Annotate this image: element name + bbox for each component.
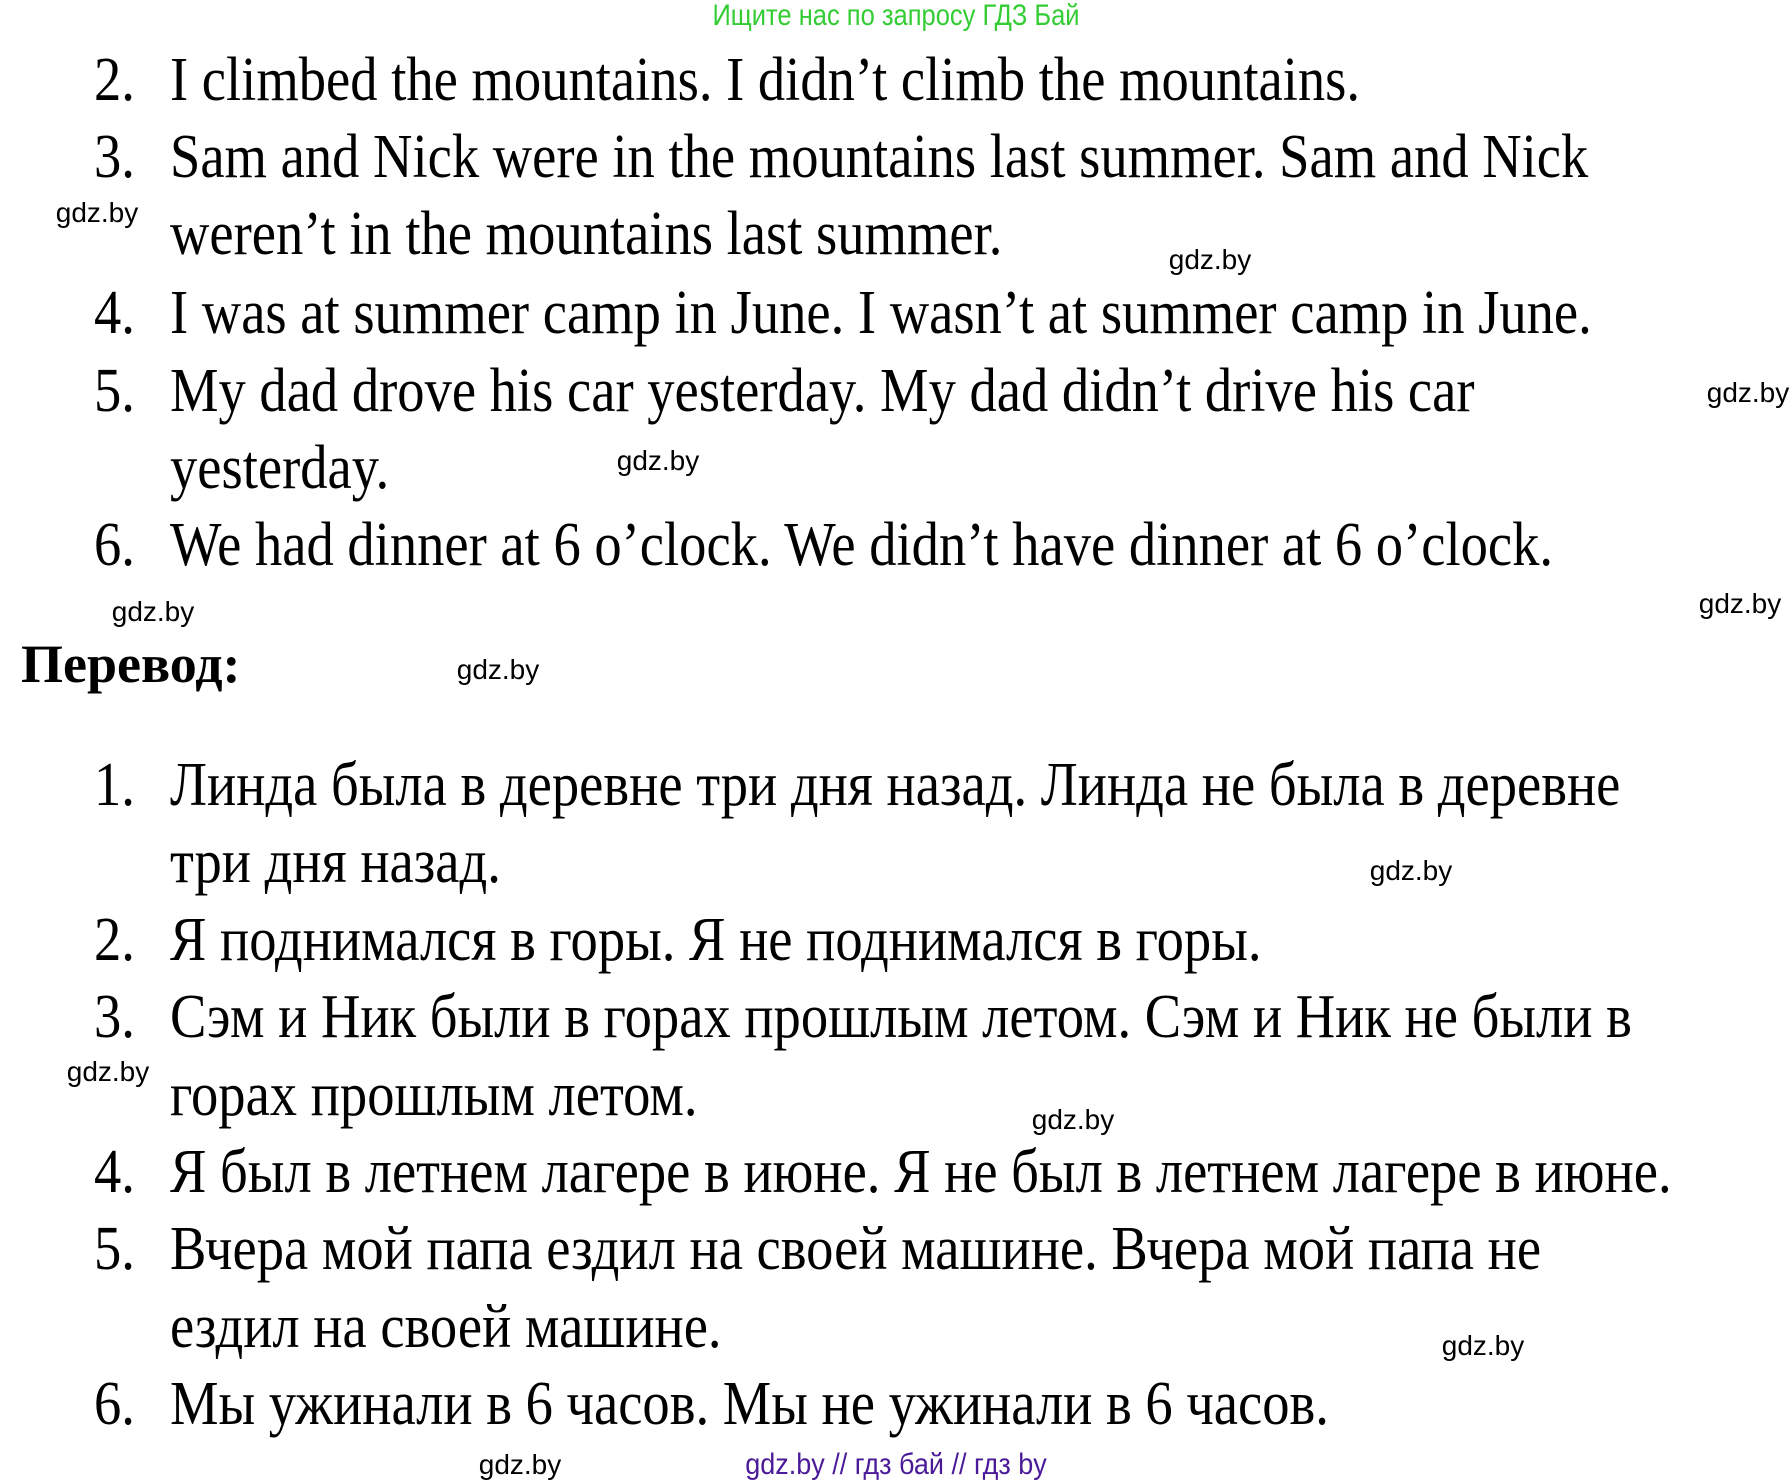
- russian-sentence-line: Мы ужинали в 6 часов. Мы не ужинали в 6 часов.: [170, 1370, 1329, 1438]
- item-number: 1.: [94, 751, 135, 819]
- english-sentence-line: I climbed the mountains. I didn’t climb the mountains.: [170, 46, 1361, 114]
- russian-sentence-line: ездил на своей машине.: [170, 1293, 722, 1361]
- gdz-watermark: gdz.by: [456, 654, 540, 685]
- english-sentence-line: I was at summer camp in June. I wasn’t at summer camp in June.: [170, 279, 1592, 347]
- english-sentence-line: Sam and Nick were in the mountains last summer. Sam and Nick: [170, 123, 1589, 191]
- gdz-watermark: gdz.by: [1441, 1330, 1525, 1361]
- item-number: 6.: [94, 511, 135, 579]
- russian-sentence-line: три дня назад.: [170, 828, 501, 896]
- english-sentence-line: yesterday.: [170, 434, 390, 502]
- gdz-watermark: gdz.by: [1698, 588, 1782, 619]
- russian-sentence-line: Я поднимался в горы. Я не поднимался в горы.: [170, 906, 1262, 974]
- gdz-watermark: gdz.by: [1031, 1104, 1115, 1135]
- gdz-watermark: gdz.by: [478, 1449, 562, 1480]
- item-number: 4.: [94, 1138, 135, 1206]
- gdz-watermark: gdz.by: [1168, 244, 1252, 275]
- gdz-watermark: gdz.by: [616, 445, 700, 476]
- english-sentence-line: weren’t in the mountains last summer.: [170, 200, 1003, 268]
- item-number: 5.: [94, 357, 135, 425]
- russian-sentence-line: горах прошлым летом.: [170, 1061, 698, 1129]
- search-hint-header: Ищите нас по запросу ГДЗ Бай: [712, 0, 1080, 32]
- russian-sentence-line: Вчера мой папа ездил на своей машине. Вчера мой папа не: [170, 1215, 1542, 1283]
- gdz-watermark: gdz.by: [111, 596, 195, 627]
- russian-sentence-line: Я был в летнем лагере в июне. Я не был в летнем лагере в июне.: [170, 1138, 1672, 1206]
- item-number: 2.: [94, 906, 135, 974]
- item-number: 4.: [94, 279, 135, 347]
- footer-watermark: gdz.by // гдз бай // гдз by: [745, 1448, 1047, 1481]
- item-number: 3.: [94, 123, 135, 191]
- gdz-watermark: gdz.by: [55, 197, 139, 228]
- english-sentence-line: My dad drove his car yesterday. My dad didn’t drive his car: [170, 357, 1475, 425]
- gdz-watermark: gdz.by: [1706, 377, 1790, 408]
- translation-heading: Перевод:: [21, 634, 241, 694]
- item-number: 6.: [94, 1370, 135, 1438]
- gdz-watermark: gdz.by: [66, 1056, 150, 1087]
- gdz-watermark: gdz.by: [1369, 855, 1453, 886]
- item-number: 3.: [94, 983, 135, 1051]
- english-sentence-line: We had dinner at 6 o’clock. We didn’t have dinner at 6 o’clock.: [170, 511, 1554, 579]
- russian-sentence-line: Сэм и Ник были в горах прошлым летом. Сэм и Ник не были в: [170, 983, 1632, 1051]
- item-number: 5.: [94, 1215, 135, 1283]
- russian-sentence-line: Линда была в деревне три дня назад. Линда не была в деревне: [170, 751, 1621, 819]
- item-number: 2.: [94, 46, 135, 114]
